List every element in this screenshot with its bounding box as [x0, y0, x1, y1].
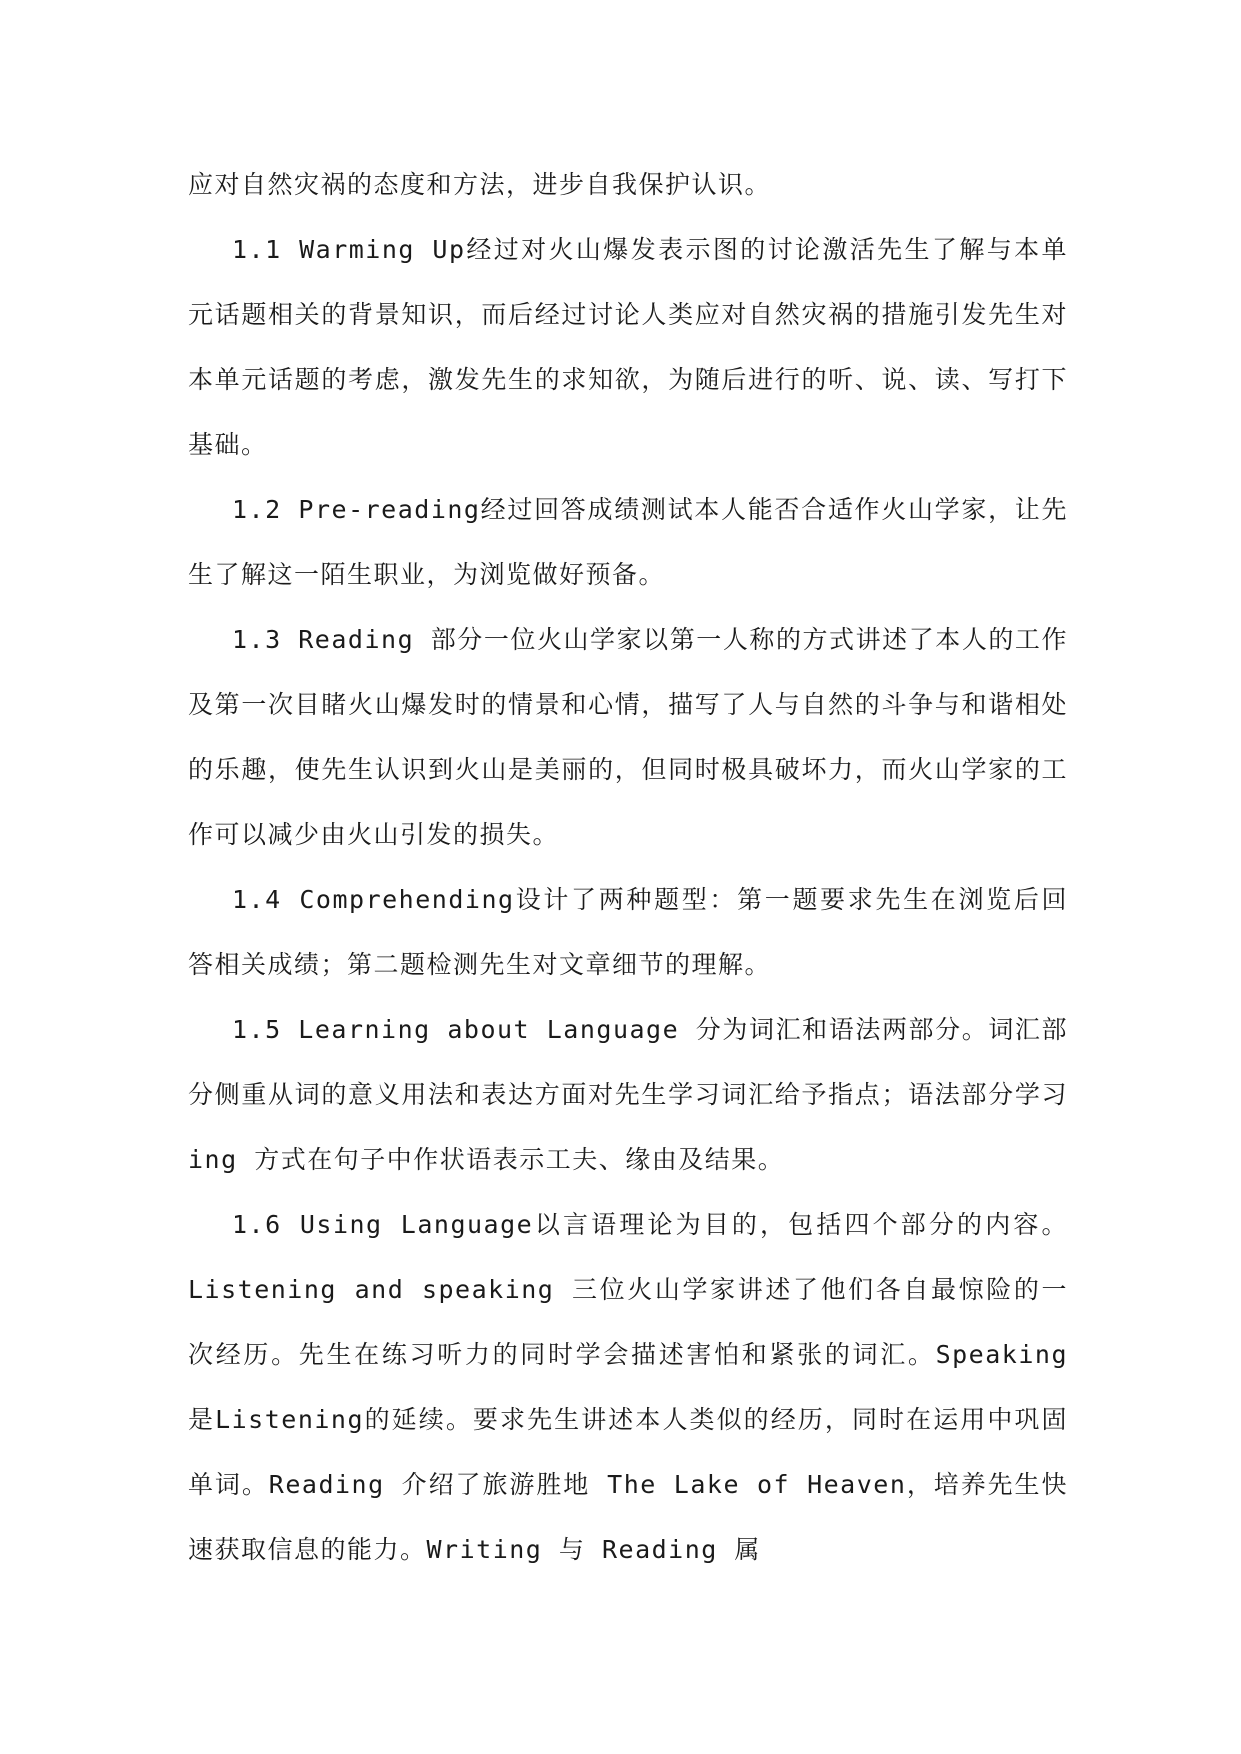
paragraph-using-language: 1.6 Using Language以言语理论为目的，包括四个部分的内容。Listening and speaking 三位火山学家讲述了他们各自最惊险的一次经历。先生在练习听力的同时学会描述害怕和紧张的词汇。Speaking 是Listening的延续。要求先生讲述本人类似的经历，同时在运用中巩固单词。Reading 介绍了旅游胜地 The Lake of Heaven，培养先生快速获取信息的能力。Writing 与 Reading 属: [188, 1210, 1068, 1564]
document-page: [188, 152, 1068, 1582]
paragraph-pre-reading: 1.2 Pre-reading经过回答成绩测试本人能否合适作火山学家，让先生了解这一陌生职业，为浏览做好预备。: [188, 495, 1068, 589]
paragraph-comprehending: 1.4 Comprehending设计了两种题型：第一题要求先生在浏览后回答相关成绩；第二题检测先生对文章细节的理解。: [188, 885, 1068, 979]
paragraph-warming-up: 1.1 Warming Up经过对火山爆发表示图的讨论激活先生了解与本单元话题相关的背景知识，而后经过讨论人类应对自然灾祸的措施引发先生对本单元话题的考虑，激发先生的求知欲，为随后进行的听、说、读、写打下基础。: [188, 235, 1068, 459]
paragraph-continuation: 应对自然灾祸的态度和方法，进步自我保护认识。: [188, 170, 772, 199]
paragraph-learning-about-language: 1.5 Learning about Language 分为词汇和语法两部分。词汇部分侧重从词的意义用法和表达方面对先生学习词汇给予指点；语法部分学习 ing 方式在句子中作状语表示工夫、缘由及结果。: [188, 1015, 1068, 1174]
paragraph-reading: 1.3 Reading 部分一位火山学家以第一人称的方式讲述了本人的工作及第一次目睹火山爆发时的情景和心情，描写了人与自然的斗争与和谐相处的乐趣，使先生认识到火山是美丽的，但同时极具破坏力，而火山学家的工作可以减少由火山引发的损失。: [188, 625, 1068, 849]
